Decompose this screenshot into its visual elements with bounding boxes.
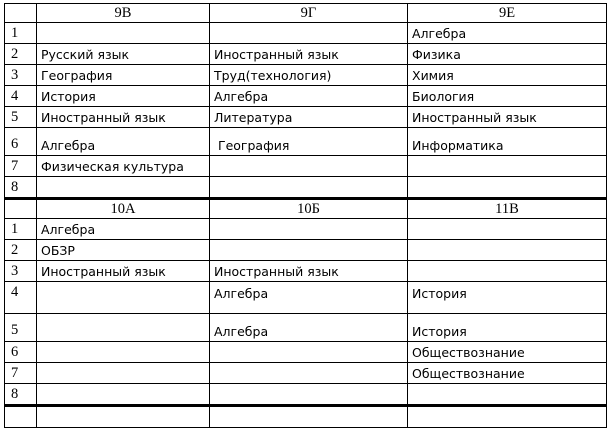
lesson-cell bbox=[408, 219, 607, 240]
lesson-cell bbox=[210, 219, 408, 240]
lesson-cell bbox=[408, 384, 607, 406]
class-header: 11В bbox=[408, 199, 607, 219]
edge-cell bbox=[5, 406, 37, 428]
lesson-row bbox=[5, 314, 607, 342]
edge-cell bbox=[210, 406, 408, 428]
lesson-cell: Алгебра bbox=[37, 219, 210, 240]
lesson-cell: История bbox=[408, 282, 607, 314]
lesson-cell: Иностранный язык bbox=[408, 107, 607, 128]
lesson-cell: История bbox=[408, 314, 607, 342]
lesson-cell: Алгебра bbox=[37, 128, 210, 156]
lesson-cell bbox=[408, 156, 607, 177]
lesson-cell: Иностранный язык bbox=[210, 44, 408, 65]
lesson-cell bbox=[37, 342, 210, 363]
lesson-number: 6 bbox=[5, 342, 37, 363]
edge-cell bbox=[37, 406, 210, 428]
lesson-number: 3 bbox=[5, 65, 37, 86]
lesson-row bbox=[5, 23, 607, 44]
lesson-cell bbox=[210, 177, 408, 199]
lesson-cell bbox=[210, 342, 408, 363]
lesson-cell: Иностранный язык bbox=[37, 261, 210, 282]
corner-cell bbox=[5, 4, 37, 23]
lesson-row bbox=[5, 282, 607, 314]
lesson-number: 3 bbox=[5, 261, 37, 282]
lesson-cell: Обществознание bbox=[408, 363, 607, 384]
lesson-cell bbox=[408, 177, 607, 199]
lesson-cell: История bbox=[37, 86, 210, 107]
lesson-number: 5 bbox=[5, 314, 37, 342]
class-header: 10А bbox=[37, 199, 210, 219]
class-header-row bbox=[5, 4, 607, 23]
lesson-cell: Физика bbox=[408, 44, 607, 65]
lesson-number: 7 bbox=[5, 363, 37, 384]
lesson-cell: Русский язык bbox=[37, 44, 210, 65]
lesson-number: 4 bbox=[5, 282, 37, 314]
class-header: 9Г bbox=[210, 4, 408, 23]
lesson-cell: География bbox=[37, 65, 210, 86]
lesson-cell: География bbox=[210, 128, 408, 156]
lesson-number: 4 bbox=[5, 86, 37, 107]
lesson-cell: Биология bbox=[408, 86, 607, 107]
lesson-cell bbox=[37, 177, 210, 199]
schedule-sheet bbox=[4, 3, 607, 428]
lesson-row bbox=[5, 261, 607, 282]
lesson-cell: Алгебра bbox=[210, 86, 408, 107]
lesson-number: 5 bbox=[5, 107, 37, 128]
lesson-cell bbox=[37, 314, 210, 342]
lesson-cell bbox=[210, 23, 408, 44]
lesson-cell bbox=[408, 240, 607, 261]
lesson-cell: Иностранный язык bbox=[210, 261, 408, 282]
lesson-row bbox=[5, 107, 607, 128]
class-header: 9Е bbox=[408, 4, 607, 23]
lesson-cell: Иностранный язык bbox=[37, 107, 210, 128]
lesson-row bbox=[5, 128, 607, 156]
class-header-row bbox=[5, 199, 607, 219]
lesson-cell: Литература bbox=[210, 107, 408, 128]
lesson-row bbox=[5, 65, 607, 86]
lesson-row bbox=[5, 342, 607, 363]
lesson-number: 8 bbox=[5, 384, 37, 406]
lesson-row bbox=[5, 240, 607, 261]
lesson-number: 7 bbox=[5, 156, 37, 177]
lesson-cell bbox=[37, 23, 210, 44]
lesson-cell: Труд(технология) bbox=[210, 65, 408, 86]
lesson-row bbox=[5, 384, 607, 406]
lesson-cell: Обществознание bbox=[408, 342, 607, 363]
lesson-number: 1 bbox=[5, 219, 37, 240]
table-bottom-edge bbox=[5, 406, 607, 428]
lesson-cell bbox=[37, 363, 210, 384]
lesson-row bbox=[5, 156, 607, 177]
lesson-row bbox=[5, 86, 607, 107]
lesson-cell: Алгебра bbox=[408, 23, 607, 44]
lesson-cell: Физическая культура bbox=[37, 156, 210, 177]
lesson-cell bbox=[408, 261, 607, 282]
lesson-number: 1 bbox=[5, 23, 37, 44]
lesson-cell bbox=[37, 384, 210, 406]
lesson-number: 6 bbox=[5, 128, 37, 156]
lesson-cell: ОБЗР bbox=[37, 240, 210, 261]
lesson-number: 2 bbox=[5, 44, 37, 65]
lesson-cell: Алгебра bbox=[210, 282, 408, 314]
lesson-row bbox=[5, 363, 607, 384]
lesson-cell: Алгебра bbox=[210, 314, 408, 342]
lesson-cell bbox=[210, 156, 408, 177]
lesson-cell bbox=[210, 240, 408, 261]
lesson-cell: Информатика bbox=[408, 128, 607, 156]
lesson-number: 2 bbox=[5, 240, 37, 261]
lesson-row bbox=[5, 177, 607, 199]
lesson-cell bbox=[210, 384, 408, 406]
lesson-row bbox=[5, 44, 607, 65]
lesson-cell bbox=[210, 363, 408, 384]
lesson-number: 8 bbox=[5, 177, 37, 199]
lesson-cell bbox=[37, 282, 210, 314]
lesson-row bbox=[5, 219, 607, 240]
class-header: 9В bbox=[37, 4, 210, 23]
class-header: 10Б bbox=[210, 199, 408, 219]
edge-cell bbox=[408, 406, 607, 428]
corner-cell bbox=[5, 199, 37, 219]
schedule-table bbox=[4, 3, 607, 428]
lesson-cell: Химия bbox=[408, 65, 607, 86]
